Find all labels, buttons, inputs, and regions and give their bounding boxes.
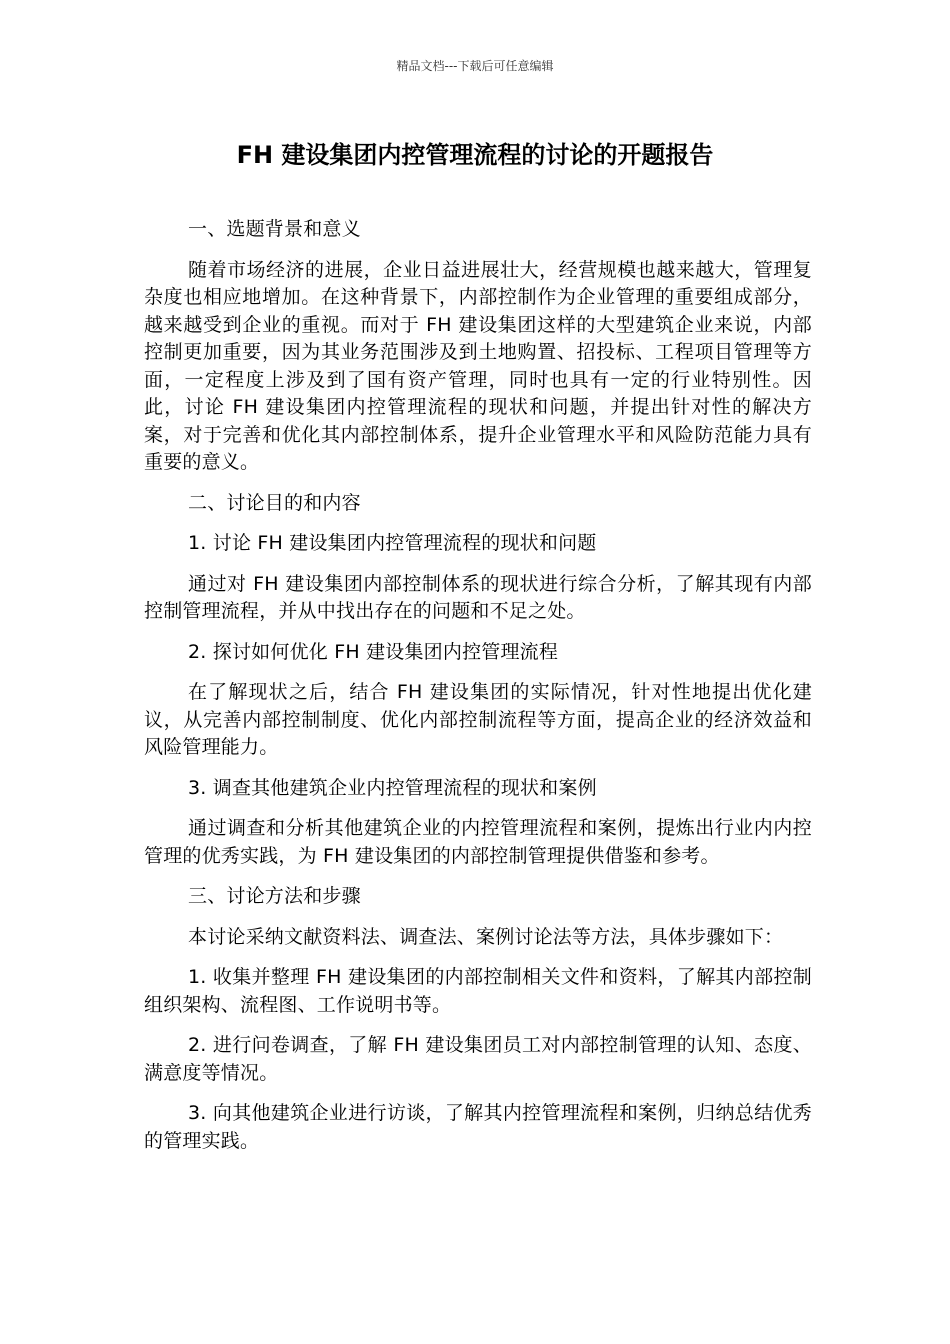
document-title: FH 建设集团内控管理流程的讨论的开题报告 bbox=[236, 141, 714, 169]
section-heading-background: 一、选题背景和意义 bbox=[188, 218, 361, 240]
paragraph-objective-1: 通过对 FH 建设集团内部控制体系的现状进行综合分析，了解其现有内部控制管理流程，并从中找出存在的问题和不足之处。 bbox=[144, 572, 812, 622]
section-heading-methods: 三、讨论方法和步骤 bbox=[188, 885, 361, 907]
subheading-objective-3: 3. 调查其他建筑企业内控管理流程的现状和案例 bbox=[188, 776, 597, 799]
subheading-objective-2: 2. 探讨如何优化 FH 建设集团内控管理流程 bbox=[188, 640, 559, 663]
page-header: 精品文档---下载后可任意编辑 bbox=[396, 59, 554, 73]
paragraph-background: 随着市场经济的进展，企业日益进展壮大，经营规模也越来越大，管理复杂度也相应地增加。在这种背景下，内部控制作为企业管理的重要组成部分，越来越受到企业的重视。而对于 FH 建设集团这样的大型建筑企业来说，内部控制更加重要，因为其业务范围涉及到土地购置、招投标、工程项目管理等方面，一定程度上涉及到了国有资产管理，同时也具有一定的行业特别性。因此，讨论 FH 建设集团内控管理流程的现状和问题，并提出针对性的解决方案，对于完善和优化其内部控制体系，提升企业管理水平和风险防范能力具有重要的意义。 bbox=[144, 258, 812, 473]
paragraph-objective-2: 在了解现状之后，结合 FH 建设集团的实际情况，针对性地提出优化建议，从完善内部控制制度、优化内部控制流程等方面，提高企业的经济效益和风险管理能力。 bbox=[144, 681, 812, 758]
paragraph-methods-intro: 本讨论采纳文献资料法、调查法、案例讨论法等方法，具体步骤如下： bbox=[188, 925, 784, 948]
paragraph-objective-3: 通过调查和分析其他建筑企业的内控管理流程和案例，提炼出行业内内控管理的优秀实践，为 FH 建设集团的内部控制管理提供借鉴和参考。 bbox=[144, 817, 812, 867]
document-body bbox=[144, 216, 812, 1168]
paragraph-step-2: 2. 进行问卷调查，了解 FH 建设集团员工对内部控制管理的认知、态度、满意度等情况。 bbox=[144, 1034, 812, 1084]
subheading-objective-1: 1. 讨论 FH 建设集团内控管理流程的现状和问题 bbox=[188, 532, 597, 554]
section-heading-objectives: 二、讨论目的和内容 bbox=[188, 491, 361, 514]
paragraph-step-3: 3. 向其他建筑企业进行访谈，了解其内控管理流程和案例，归纳总结优秀的管理实践。 bbox=[144, 1102, 812, 1152]
paragraph-step-1: 1. 收集并整理 FH 建设集团的内部控制相关文件和资料，了解其内部控制组织架构、流程图、工作说明书等。 bbox=[144, 966, 812, 1016]
